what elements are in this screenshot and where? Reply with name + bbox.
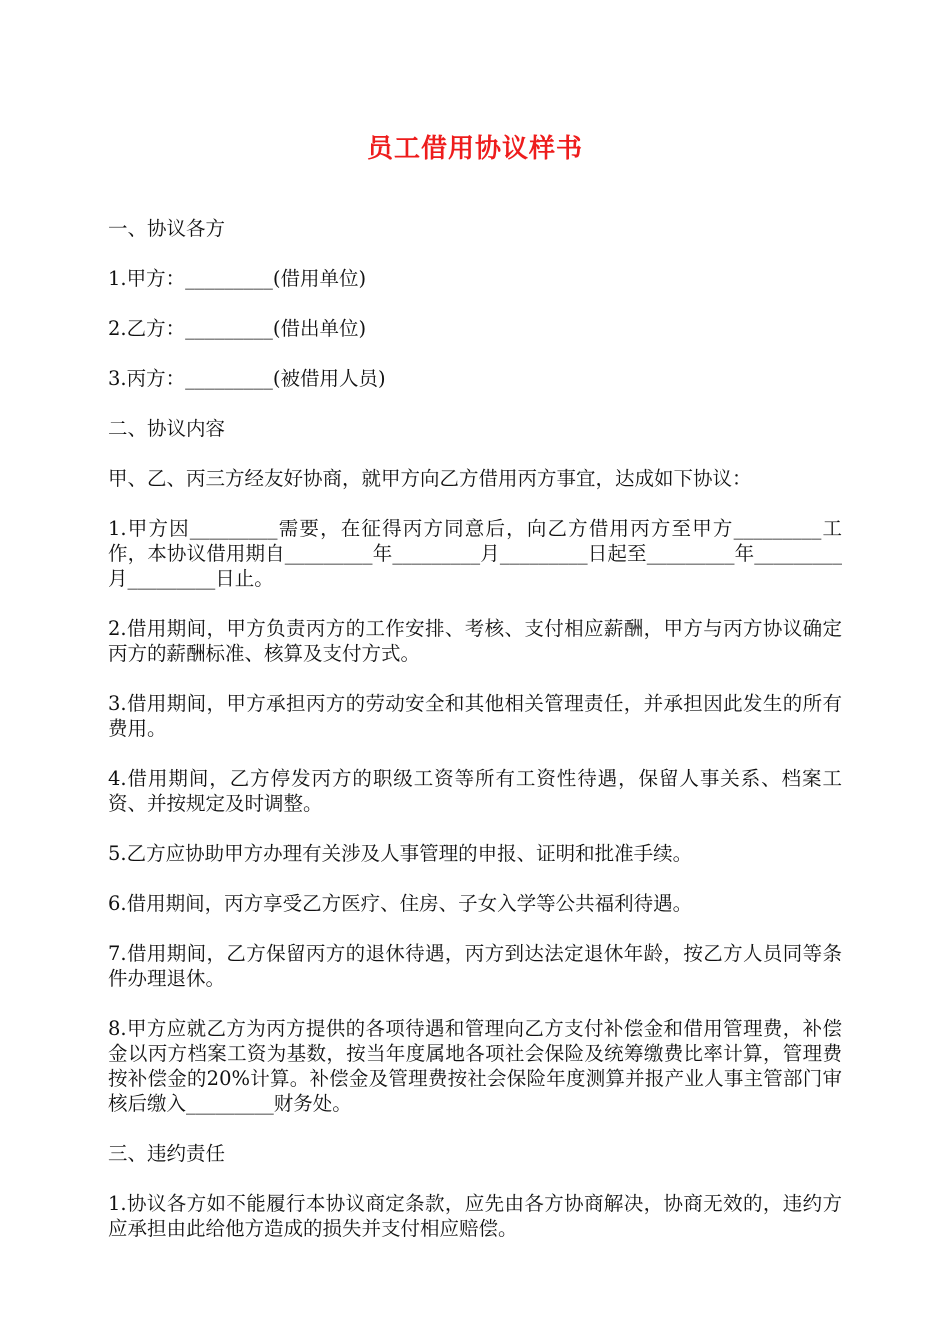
clause-6: 6.借用期间，丙方享受乙方医疗、住房、子女入学等公共福利待遇。 (108, 892, 693, 915)
clause-3: 3.借用期间，甲方承担丙方的劳动安全和其他相关管理责任，并承担因此发生的所有费用。 (108, 692, 842, 740)
clause-4: 4.借用期间，乙方停发丙方的职级工资等所有工资性待遇，保留人事关系、档案工资、并按规定及时调整。 (108, 767, 842, 815)
clause-2: 2.借用期间，甲方负责丙方的工作安排、考核、支付相应薪酬，甲方与丙方协议确定丙方的薪酬标准、核算及支付方式。 (108, 617, 842, 665)
document-body (108, 216, 842, 1266)
party-c-line: 3.丙方：_________(被借用人员) (108, 367, 386, 390)
document-title: 员工借用协议样书 (366, 134, 583, 164)
breach-clause-1: 1.协议各方如不能履行本协议商定条款，应先由各方协商解决，协商无效的，违约方应承担由此给他方造成的损失并支付相应赔偿。 (108, 1192, 842, 1240)
clause-7: 7.借用期间，乙方保留丙方的退休待遇，丙方到达法定退休年龄，按乙方人员同等条件办理退休。 (108, 942, 842, 990)
party-a-line: 1.甲方：_________(借用单位) (108, 267, 367, 290)
section-heading-breach: 三、违约责任 (108, 1142, 226, 1165)
party-b-line: 2.乙方：_________(借出单位) (108, 317, 367, 340)
clause-5: 5.乙方应协助甲方办理有关涉及人事管理的申报、证明和批准手续。 (108, 842, 693, 865)
section-heading-parties: 一、协议各方 (108, 217, 226, 240)
section-heading-content: 二、协议内容 (108, 417, 226, 440)
intro-paragraph: 甲、乙、丙三方经友好协商，就甲方向乙方借用丙方事宜，达成如下协议： (108, 467, 752, 490)
clause-8: 8.甲方应就乙方为丙方提供的各项待遇和管理向乙方支付补偿金和借用管理费，补偿金以丙方档案工资为基数，按当年度属地各项社会保险及统筹缴费比率计算，管理费按补偿金的20%计算。补偿金及管理费按社会保险年度测算并报产业人事主管部门审核后缴入_________财务处。 (108, 1017, 842, 1115)
clause-1: 1.甲方因_________需要，在征得丙方同意后，向乙方借用丙方至甲方_________工作，本协议借用期自_________年_________月_________日起至_________年_________月_________日止。 (108, 517, 842, 590)
